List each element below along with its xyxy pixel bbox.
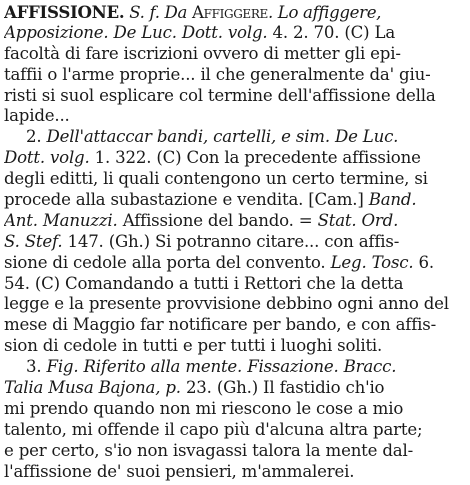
italic-text: Talia Musa Bajona, p. (4, 378, 181, 398)
italic-text: Stat. Ord. (317, 210, 399, 230)
entry-line (4, 86, 466, 107)
text-segment: degli editti, li quali contengono un certo termine, si (4, 169, 428, 189)
entry-line (4, 44, 466, 65)
dictionary-entry-affissione (4, 2, 466, 482)
headword: AFFISSIONE. (4, 2, 125, 22)
text-segment: taffii o l'arme proprie... il che generalmente da' giu- (4, 64, 431, 84)
entry-line (4, 106, 466, 127)
italic-text: S. Stef. (4, 231, 63, 251)
text-segment: risti si suol esplicare col termine dell'affissione della (4, 85, 436, 105)
entry-line (4, 294, 466, 315)
text-segment: l'affissione de' suoi pensieri, m'ammalerei. (4, 461, 355, 481)
text-segment: 3. (26, 357, 47, 377)
entry-line (4, 2, 466, 23)
italic-text: Fig. Riferito alla mente. Fissazione. Bracc. (46, 357, 397, 377)
entry-line (4, 357, 466, 378)
italic-text: Leg. Tosc. (330, 252, 414, 272)
entry-line (4, 462, 466, 483)
text-segment: 6. (413, 252, 434, 272)
entry-line (4, 211, 466, 232)
italic-text: Ant. Manuzzi. (4, 210, 118, 230)
entry-line (4, 65, 466, 86)
entry-line (4, 399, 466, 420)
entry-line (4, 420, 466, 441)
entry-line (4, 148, 466, 169)
text-segment: sione di cedole alla porta del convento. (4, 252, 331, 272)
italic-text: . Lo affiggere, (267, 3, 382, 22)
text-segment: mese di Maggio far notificare per bando, e con affis- (4, 315, 436, 335)
italic-text: Dell'attaccar bandi, cartelli, e sim. De Luc. (46, 127, 399, 147)
entry-line (4, 23, 466, 44)
text-segment: talento, mi offende il capo più d'alcuna altra parte; (4, 419, 423, 439)
italic-text: S. f. Da (124, 3, 192, 22)
small-caps-text: Affiggere (191, 3, 268, 22)
text-segment: procede alla subastazione e vendita. [Cam.] (4, 190, 369, 210)
entry-line (4, 169, 466, 190)
text-segment: legge e la presente provvisione debbino ogni anno del (4, 294, 449, 314)
entry-line (4, 274, 466, 295)
text-segment: e per certo, s'io non isvagassi talora la mente dal- (4, 440, 413, 460)
text-segment: Affissione del bando. = (117, 210, 318, 230)
entry-line (4, 315, 466, 336)
entry-line (4, 127, 466, 148)
text-segment: 23. (Gh.) Il fastidio ch'io (180, 378, 385, 398)
entry-line (4, 441, 466, 462)
text-segment: 2. (26, 127, 47, 147)
entry-line (4, 232, 466, 253)
text-segment: 4. 2. 70. (C) La (267, 22, 396, 42)
text-segment: 1. 322. (C) Con la precedente affissione (89, 148, 421, 168)
entry-line (4, 336, 466, 357)
text-segment: 147. (Gh.) Si potranno citare... con affis- (62, 231, 400, 251)
text-segment: lapide... (4, 106, 70, 126)
entry-line (4, 253, 466, 274)
text-segment: sion di cedole in tutti e per tutti i luoghi soliti. (4, 336, 383, 356)
text-segment: 54. (C) Comandando a tutti i Rettori che la detta (4, 273, 404, 293)
italic-text: Apposizione. De Luc. Dott. volg. (4, 22, 268, 42)
entry-line (4, 378, 466, 399)
text-segment: mi prendo quando non mi riescono le cose a mio (4, 398, 404, 418)
entry-line (4, 190, 466, 211)
italic-text: Dott. volg. (4, 148, 90, 168)
text-segment: facoltà di fare iscrizioni ovvero di metter gli epi- (4, 43, 401, 63)
italic-text: Band. (368, 190, 417, 210)
